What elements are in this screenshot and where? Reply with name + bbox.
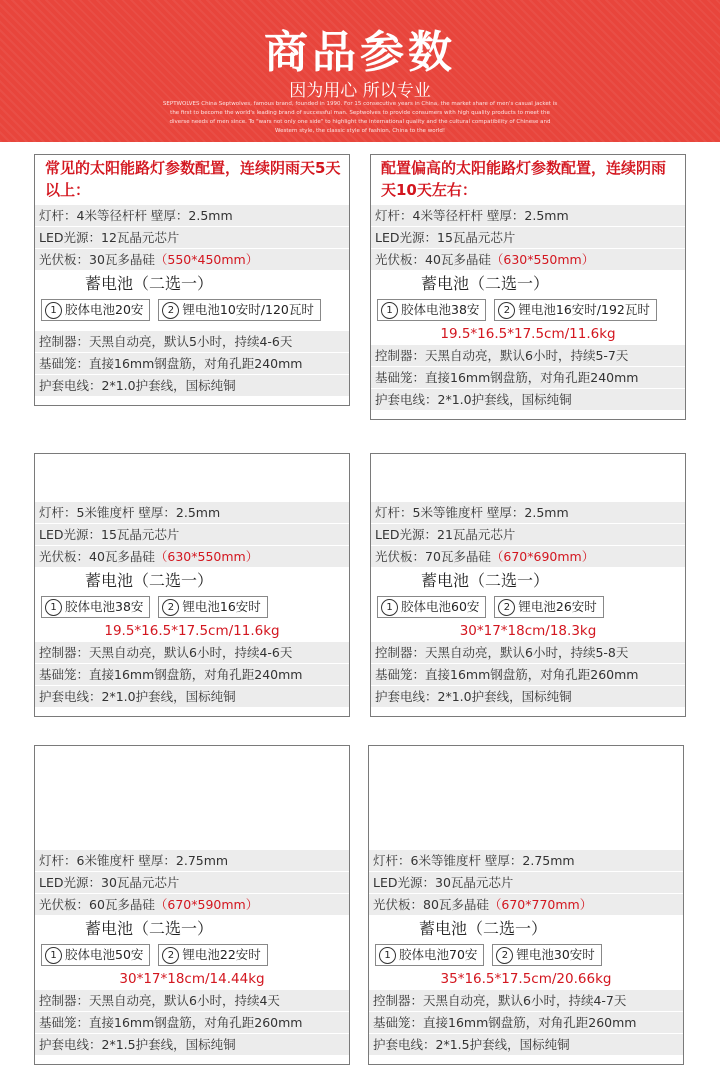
battery-size-weight: 19.5*16.5*17.5cm/11.6kg (440, 326, 616, 342)
panel-dimensions: （670*770mm） (488, 897, 593, 912)
battery-option-lithium (494, 596, 603, 618)
panel-spec (369, 894, 683, 916)
controller-spec: 控制器：天黑自动亮，默认5小时，持续4-6天 (35, 331, 349, 353)
cable-spec: 护套电线：2*1.0护套线，国标纯铜 (371, 389, 685, 411)
battery-title: 蓄电池（二选一） (419, 919, 548, 938)
led-spec: LED光源：15瓦晶元芯片 (371, 227, 685, 249)
option-label: 锂电池10安时/120瓦时 (182, 302, 314, 317)
pole-spec: 灯杆：6米等锥度杆 壁厚：2.75mm (369, 850, 683, 872)
cable-spec: 护套电线：2*1.0护套线，国标纯铜 (35, 375, 349, 397)
option-label: 锂电池16安时 (182, 599, 261, 614)
battery-title: 蓄电池（二选一） (85, 274, 214, 293)
battery-options (35, 594, 349, 620)
battery-option-lithium (492, 944, 601, 966)
spec-card-5 (34, 745, 350, 1065)
pole-spec: 灯杆：5米等锥度杆 壁厚：2.5mm (371, 502, 685, 524)
option-label: 锂电池26安时 (518, 599, 597, 614)
battery-title: 蓄电池（二选一） (85, 919, 214, 938)
battery-option-gel (377, 596, 486, 618)
battery-options (35, 297, 349, 323)
spec-card-3 (34, 453, 350, 717)
panel-dimensions: （550*450mm） (154, 252, 259, 267)
pole-spec: 灯杆：5米锥度杆 壁厚：2.5mm (35, 502, 349, 524)
battery-options (371, 594, 685, 620)
header-banner (0, 0, 720, 142)
cable-spec: 护套电线：2*1.5护套线，国标纯铜 (369, 1034, 683, 1056)
led-spec: LED光源：30瓦晶元芯片 (35, 872, 349, 894)
led-spec: LED光源：12瓦晶元芯片 (35, 227, 349, 249)
option-label: 胶体电池60安 (401, 599, 480, 614)
base-spec: 基础笼：直接16mm钢盘筋，对角孔距260mm (35, 1012, 349, 1034)
led-spec: LED光源：15瓦晶元芯片 (35, 524, 349, 546)
battery-option-gel (377, 299, 486, 321)
battery-options (369, 942, 683, 968)
battery-size-weight: 30*17*18cm/14.44kg (119, 971, 265, 987)
spec-card-2 (370, 154, 686, 420)
battery-options (371, 297, 685, 323)
led-spec: LED光源：21瓦晶元芯片 (371, 524, 685, 546)
controller-spec: 控制器：天黑自动亮，默认6小时，持续4-7天 (369, 990, 683, 1012)
battery-title: 蓄电池（二选一） (85, 571, 214, 590)
pole-spec: 灯杆：6米锥度杆 壁厚：2.75mm (35, 850, 349, 872)
led-spec: LED光源：30瓦晶元芯片 (369, 872, 683, 894)
panel-spec (35, 894, 349, 916)
battery-option-gel (41, 944, 150, 966)
option-label: 胶体电池38安 (65, 599, 144, 614)
circled-one-icon: 1 (381, 302, 398, 319)
option-label: 胶体电池38安 (401, 302, 480, 317)
controller-spec: 控制器：天黑自动亮，默认6小时，持续5-7天 (371, 345, 685, 367)
page-subtitle: 因为用心 所以专业 (289, 81, 431, 101)
panel-spec (35, 546, 349, 568)
card-blank-header (35, 454, 349, 502)
circled-two-icon: 2 (498, 599, 515, 616)
circled-one-icon: 1 (45, 302, 62, 319)
circled-one-icon: 1 (379, 947, 396, 964)
base-spec: 基础笼：直接16mm钢盘筋，对角孔距240mm (371, 367, 685, 389)
option-label: 胶体电池70安 (399, 947, 478, 962)
battery-options (35, 942, 349, 968)
panel-dimensions: （630*550mm） (490, 252, 595, 267)
circled-two-icon: 2 (162, 302, 179, 319)
battery-option-gel (375, 944, 484, 966)
panel-dimensions: （670*590mm） (154, 897, 259, 912)
circled-one-icon: 1 (381, 599, 398, 616)
battery-title: 蓄电池（二选一） (421, 274, 550, 293)
spec-card-1 (34, 154, 350, 406)
battery-option-gel (41, 596, 150, 618)
base-spec: 基础笼：直接16mm钢盘筋，对角孔距240mm (35, 353, 349, 375)
card-blank-header (369, 746, 683, 850)
option-label: 胶体电池20安 (65, 302, 144, 317)
circled-one-icon: 1 (45, 947, 62, 964)
circled-two-icon: 2 (162, 599, 179, 616)
battery-title: 蓄电池（二选一） (421, 571, 550, 590)
battery-option-lithium (494, 299, 656, 321)
pole-spec: 灯杆：4米等径杆杆 壁厚：2.5mm (371, 205, 685, 227)
option-label: 锂电池22安时 (182, 947, 261, 962)
card-blank-header (371, 454, 685, 502)
panel-label: 光伏板：40瓦多晶硅 (375, 252, 491, 267)
spec-card-4 (370, 453, 686, 717)
base-spec: 基础笼：直接16mm钢盘筋，对角孔距260mm (371, 664, 685, 686)
panel-label: 光伏板：30瓦多晶硅 (39, 252, 155, 267)
cable-spec: 护套电线：2*1.0护套线，国标纯铜 (35, 686, 349, 708)
battery-option-lithium (158, 944, 267, 966)
circled-two-icon: 2 (162, 947, 179, 964)
circled-two-icon: 2 (496, 947, 513, 964)
card-blank-header (35, 746, 349, 850)
panel-label: 光伏板：40瓦多晶硅 (39, 549, 155, 564)
card-heading: 常见的太阳能路灯参数配置，连续阴雨天5天以上： (45, 159, 341, 199)
controller-spec: 控制器：天黑自动亮，默认6小时，持续5-8天 (371, 642, 685, 664)
option-label: 锂电池16安时/192瓦时 (518, 302, 650, 317)
base-spec: 基础笼：直接16mm钢盘筋，对角孔距260mm (369, 1012, 683, 1034)
controller-spec: 控制器：天黑自动亮，默认6小时，持续4-6天 (35, 642, 349, 664)
controller-spec: 控制器：天黑自动亮，默认6小时，持续4天 (35, 990, 349, 1012)
battery-size-weight: 30*17*18cm/18.3kg (459, 623, 597, 639)
battery-option-gel (41, 299, 150, 321)
cable-spec: 护套电线：2*1.5护套线，国标纯铜 (35, 1034, 349, 1056)
circled-two-icon: 2 (498, 302, 515, 319)
panel-spec (371, 249, 685, 271)
panel-label: 光伏板：70瓦多晶硅 (375, 549, 491, 564)
panel-label: 光伏板：60瓦多晶硅 (39, 897, 155, 912)
pole-spec: 灯杆：4米等径杆杆 壁厚：2.5mm (35, 205, 349, 227)
page-title: 商品参数 (264, 27, 456, 78)
circled-one-icon: 1 (45, 599, 62, 616)
option-label: 锂电池30安时 (516, 947, 595, 962)
brand-description: SEPTWOLVES China Septwolves, famous brand, founded in 1990. For 15 consecutive years in China, the market share of men's casual jacket is the first to become the world's leading brand of successful man. Septwolves to provide consumers with high quality products to meet the diverse needs of men since. To "wars not only one side" to highlight the international quality and the cultural compatibility of Chinese and Western style, the classic style of fashion, China to the world! (162, 101, 558, 134)
panel-dimensions: （630*550mm） (154, 549, 259, 564)
battery-option-lithium (158, 299, 320, 321)
panel-dimensions: （670*690mm） (490, 549, 595, 564)
panel-label: 光伏板：80瓦多晶硅 (373, 897, 489, 912)
base-spec: 基础笼：直接16mm钢盘筋，对角孔距240mm (35, 664, 349, 686)
battery-size-weight: 19.5*16.5*17.5cm/11.6kg (104, 623, 280, 639)
battery-option-lithium (158, 596, 267, 618)
option-label: 胶体电池50安 (65, 947, 144, 962)
panel-spec (35, 249, 349, 271)
spec-card-6 (368, 745, 684, 1065)
panel-spec (371, 546, 685, 568)
battery-size-weight: 35*16.5*17.5cm/20.66kg (440, 971, 612, 987)
cable-spec: 护套电线：2*1.0护套线，国标纯铜 (371, 686, 685, 708)
card-heading: 配置偏高的太阳能路灯参数配置，连续阴雨天10天左右： (381, 159, 667, 199)
